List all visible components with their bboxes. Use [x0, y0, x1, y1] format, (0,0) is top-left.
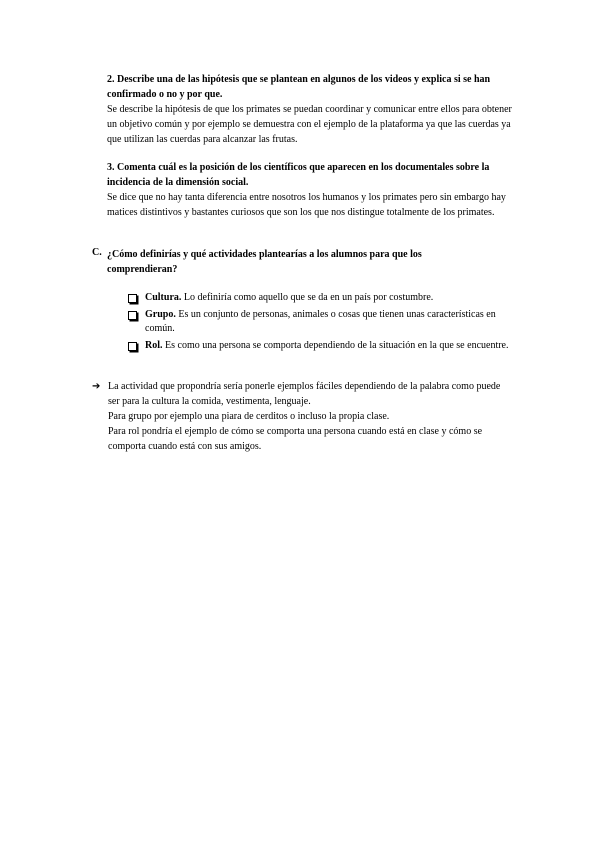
- definition-term: Cultura.: [145, 292, 182, 303]
- question-2-block: [107, 72, 517, 147]
- definition-text: Lo definiría como aquello que se da en un país por costumbre.: [181, 292, 434, 303]
- definition-item-cultura: [128, 291, 523, 306]
- definition-item-rol: [128, 339, 523, 354]
- definitions-list: [128, 291, 523, 355]
- checkbox-bullet-icon: [128, 311, 137, 320]
- section-c-letter: C.: [92, 247, 102, 258]
- definition-text: Es un conjunto de personas, animales o cosas que tienen unas características en común.: [145, 308, 496, 334]
- question-3-answer: Se dice que no hay tanta diferencia entre nosotros los humanos y los primates pero sin embargo hay matices distintivos y bastantes curiosos que son los que nos distingue totalmente de los primates.: [107, 192, 506, 218]
- checkbox-bullet-icon: [128, 342, 137, 351]
- definition-text: Es como una persona se comporta dependiendo de la situación en la que se encuentre.: [162, 339, 509, 351]
- section-c-question: ¿Cómo definirías y qué actividades plantearías a los alumnos para que los comprendieran?: [107, 249, 422, 275]
- question-2-heading: 2. Describe una de las hipótesis que se plantean en algunos de los videos y explica si se han confirmado o no y por que.: [107, 74, 491, 100]
- question-3-block: [107, 160, 517, 220]
- definition-term: Grupo.: [145, 308, 176, 320]
- arrow-bullet-icon: ➔: [92, 381, 101, 392]
- definition-term: Rol.: [145, 339, 163, 351]
- checkbox-bullet-icon: [128, 294, 137, 303]
- activity-text: [108, 379, 508, 454]
- activity-line: Para rol pondría el ejemplo de cómo se comporta una persona cuando está en clase y cómo se comporta cuando está con sus amigos.: [108, 426, 483, 452]
- definition-item-grupo: [128, 308, 523, 337]
- question-3-heading: 3. Comenta cuál es la posición de los científicos que aparecen en los documentales sobre la incidencia de la dimensión social.: [107, 162, 490, 188]
- activity-line: Para grupo por ejemplo una piara de cerditos o incluso la propia clase.: [108, 411, 390, 422]
- question-2-answer: Se describe la hipótesis de que los primates se puedan coordinar y comunicar entre ellos para obtener un objetivo común y por ejemplo se demuestra con el ejemplo de la plataforma ya que las cuerdas ya que utilizan las cuerdas para alcanzar las frutas.: [107, 104, 512, 145]
- activity-line: La actividad que propondría sería ponerle ejemplos fáciles dependiendo de la palabra como puede ser para la cultura la comida, vestimenta, lenguaje.: [108, 381, 501, 407]
